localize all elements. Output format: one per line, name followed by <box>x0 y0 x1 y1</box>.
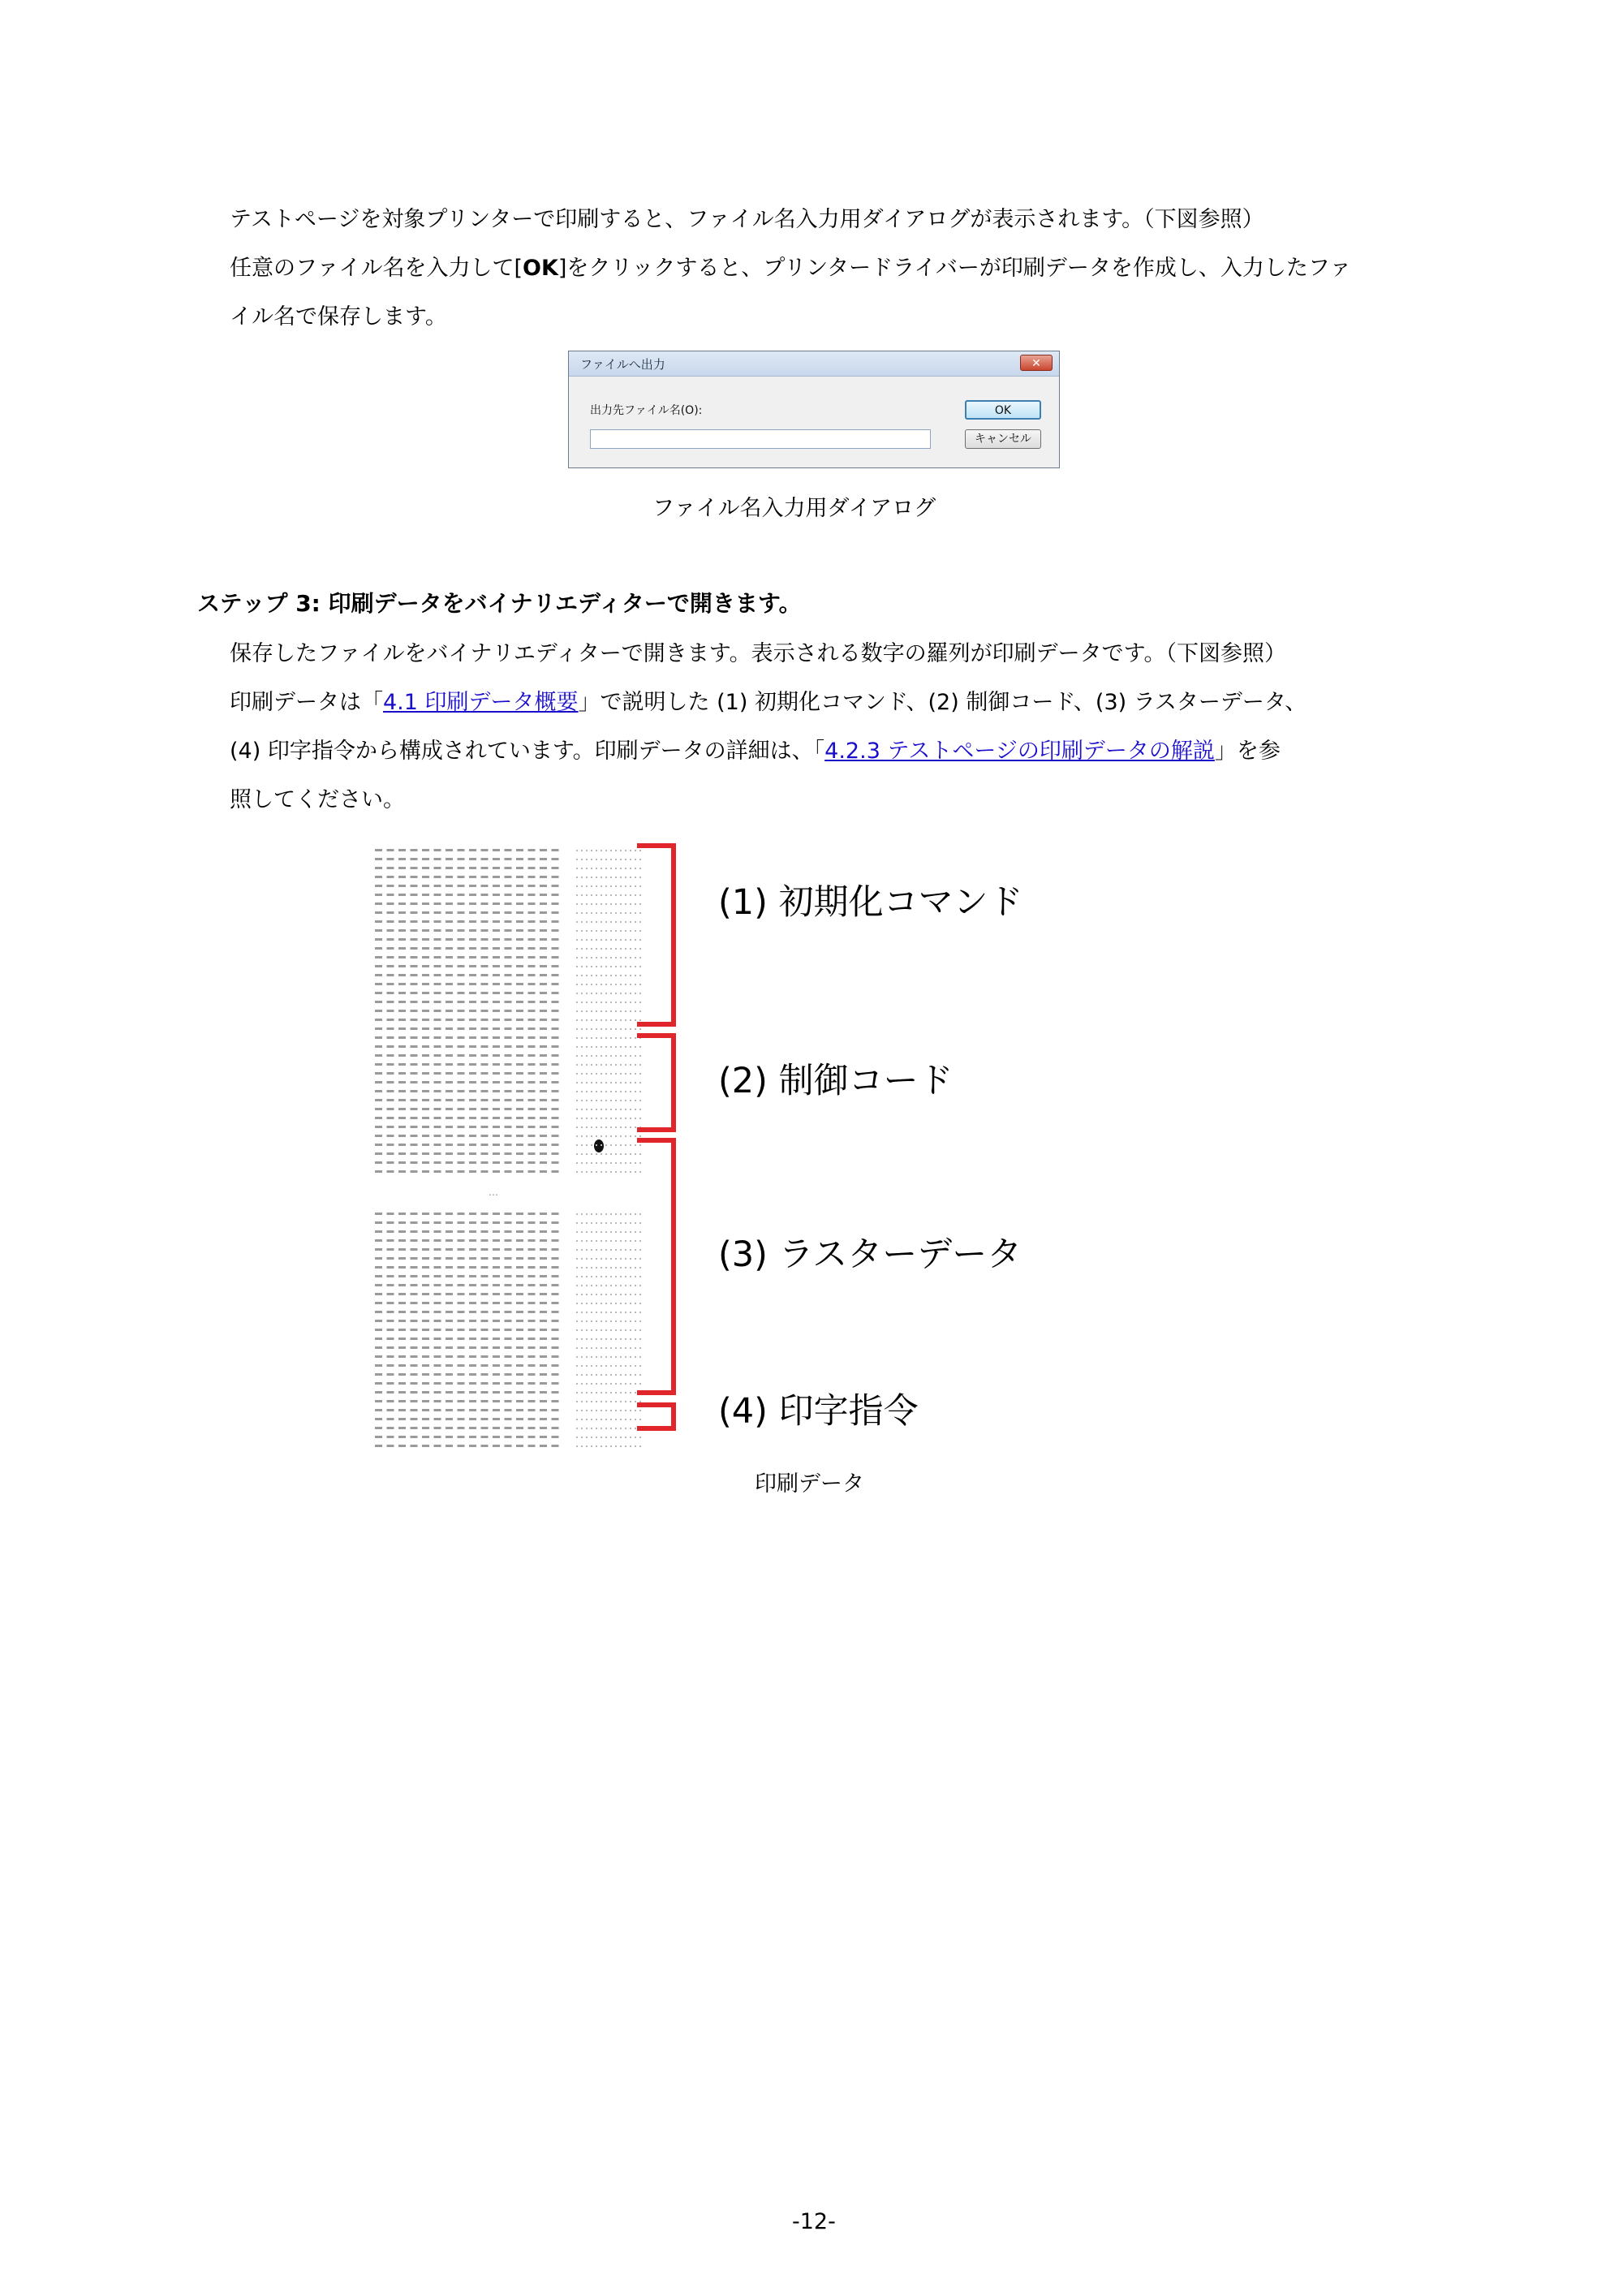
segment-bracket-4 <box>637 1405 674 1428</box>
step3-line-3-pre: (4) 印字指令から構成されています。印刷データの詳細は、「 <box>230 739 825 764</box>
page-number: -12- <box>792 2209 836 2234</box>
link-print-data-overview[interactable]: 4.1 印刷データ概要 <box>383 690 579 715</box>
segment-label-control-code: (2) 制御コード <box>718 1061 954 1101</box>
cancel-button[interactable]: キャンセル <box>965 429 1041 449</box>
segment-label-raster-data: (3) ラスターデータ <box>718 1234 1022 1275</box>
segment-label-print-command: (4) 印字指令 <box>718 1391 919 1432</box>
ok-emphasis: OK <box>523 256 558 281</box>
segment-bracket-1 <box>637 846 674 1024</box>
segment-bracket-3 <box>637 1140 674 1393</box>
dialog-caption: ファイル名入力用ダイアログ <box>652 496 936 521</box>
step3-line-2-pre: 印刷データは「 <box>230 690 383 715</box>
intro-line-1: テストページを対象プリンターで印刷すると、ファイル名入力用ダイアログが表示されます。（下図参照） <box>230 207 1264 232</box>
output-filename-label: 出力先ファイル名(O): <box>590 404 703 417</box>
hexdump-ellipsis: … <box>489 1187 498 1198</box>
step3-line-1: 保存したファイルをバイナリエディターで開きます。表示される数字の羅列が印刷データです。（下図参照） <box>230 641 1286 666</box>
dialog-title: ファイルへ出力 <box>580 357 665 372</box>
step3-line-3-post: 」を参 <box>1214 739 1281 764</box>
link-test-page-data-explanation[interactable]: 4.2.3 テストページの印刷データの解説 <box>824 739 1215 764</box>
intro-line-3: イル名で保存します。 <box>230 304 447 330</box>
intro-line-2-post: ]をクリックすると、プリンタードライバーが印刷データを作成し、入力したファ <box>558 256 1352 281</box>
segment-bracket-2 <box>637 1036 674 1130</box>
step-3-heading: ステップ 3: 印刷データをバイナリエディターで開きます。 <box>197 590 802 617</box>
step3-line-2-post: 」で説明した (1) 初期化コマンド、(2) 制御コード、(3) ラスターデータ、 <box>578 690 1307 715</box>
close-icon[interactable]: ✕ <box>1020 355 1053 371</box>
ok-button[interactable]: OK <box>965 400 1041 420</box>
figure-caption: 印刷データ <box>755 1471 864 1497</box>
step3-line-4: 照してください。 <box>230 787 405 812</box>
segment-label-init-command: (1) 初期化コマンド <box>718 882 1023 923</box>
intro-line-2-pre: 任意のファイル名を入力して[ <box>230 256 523 281</box>
